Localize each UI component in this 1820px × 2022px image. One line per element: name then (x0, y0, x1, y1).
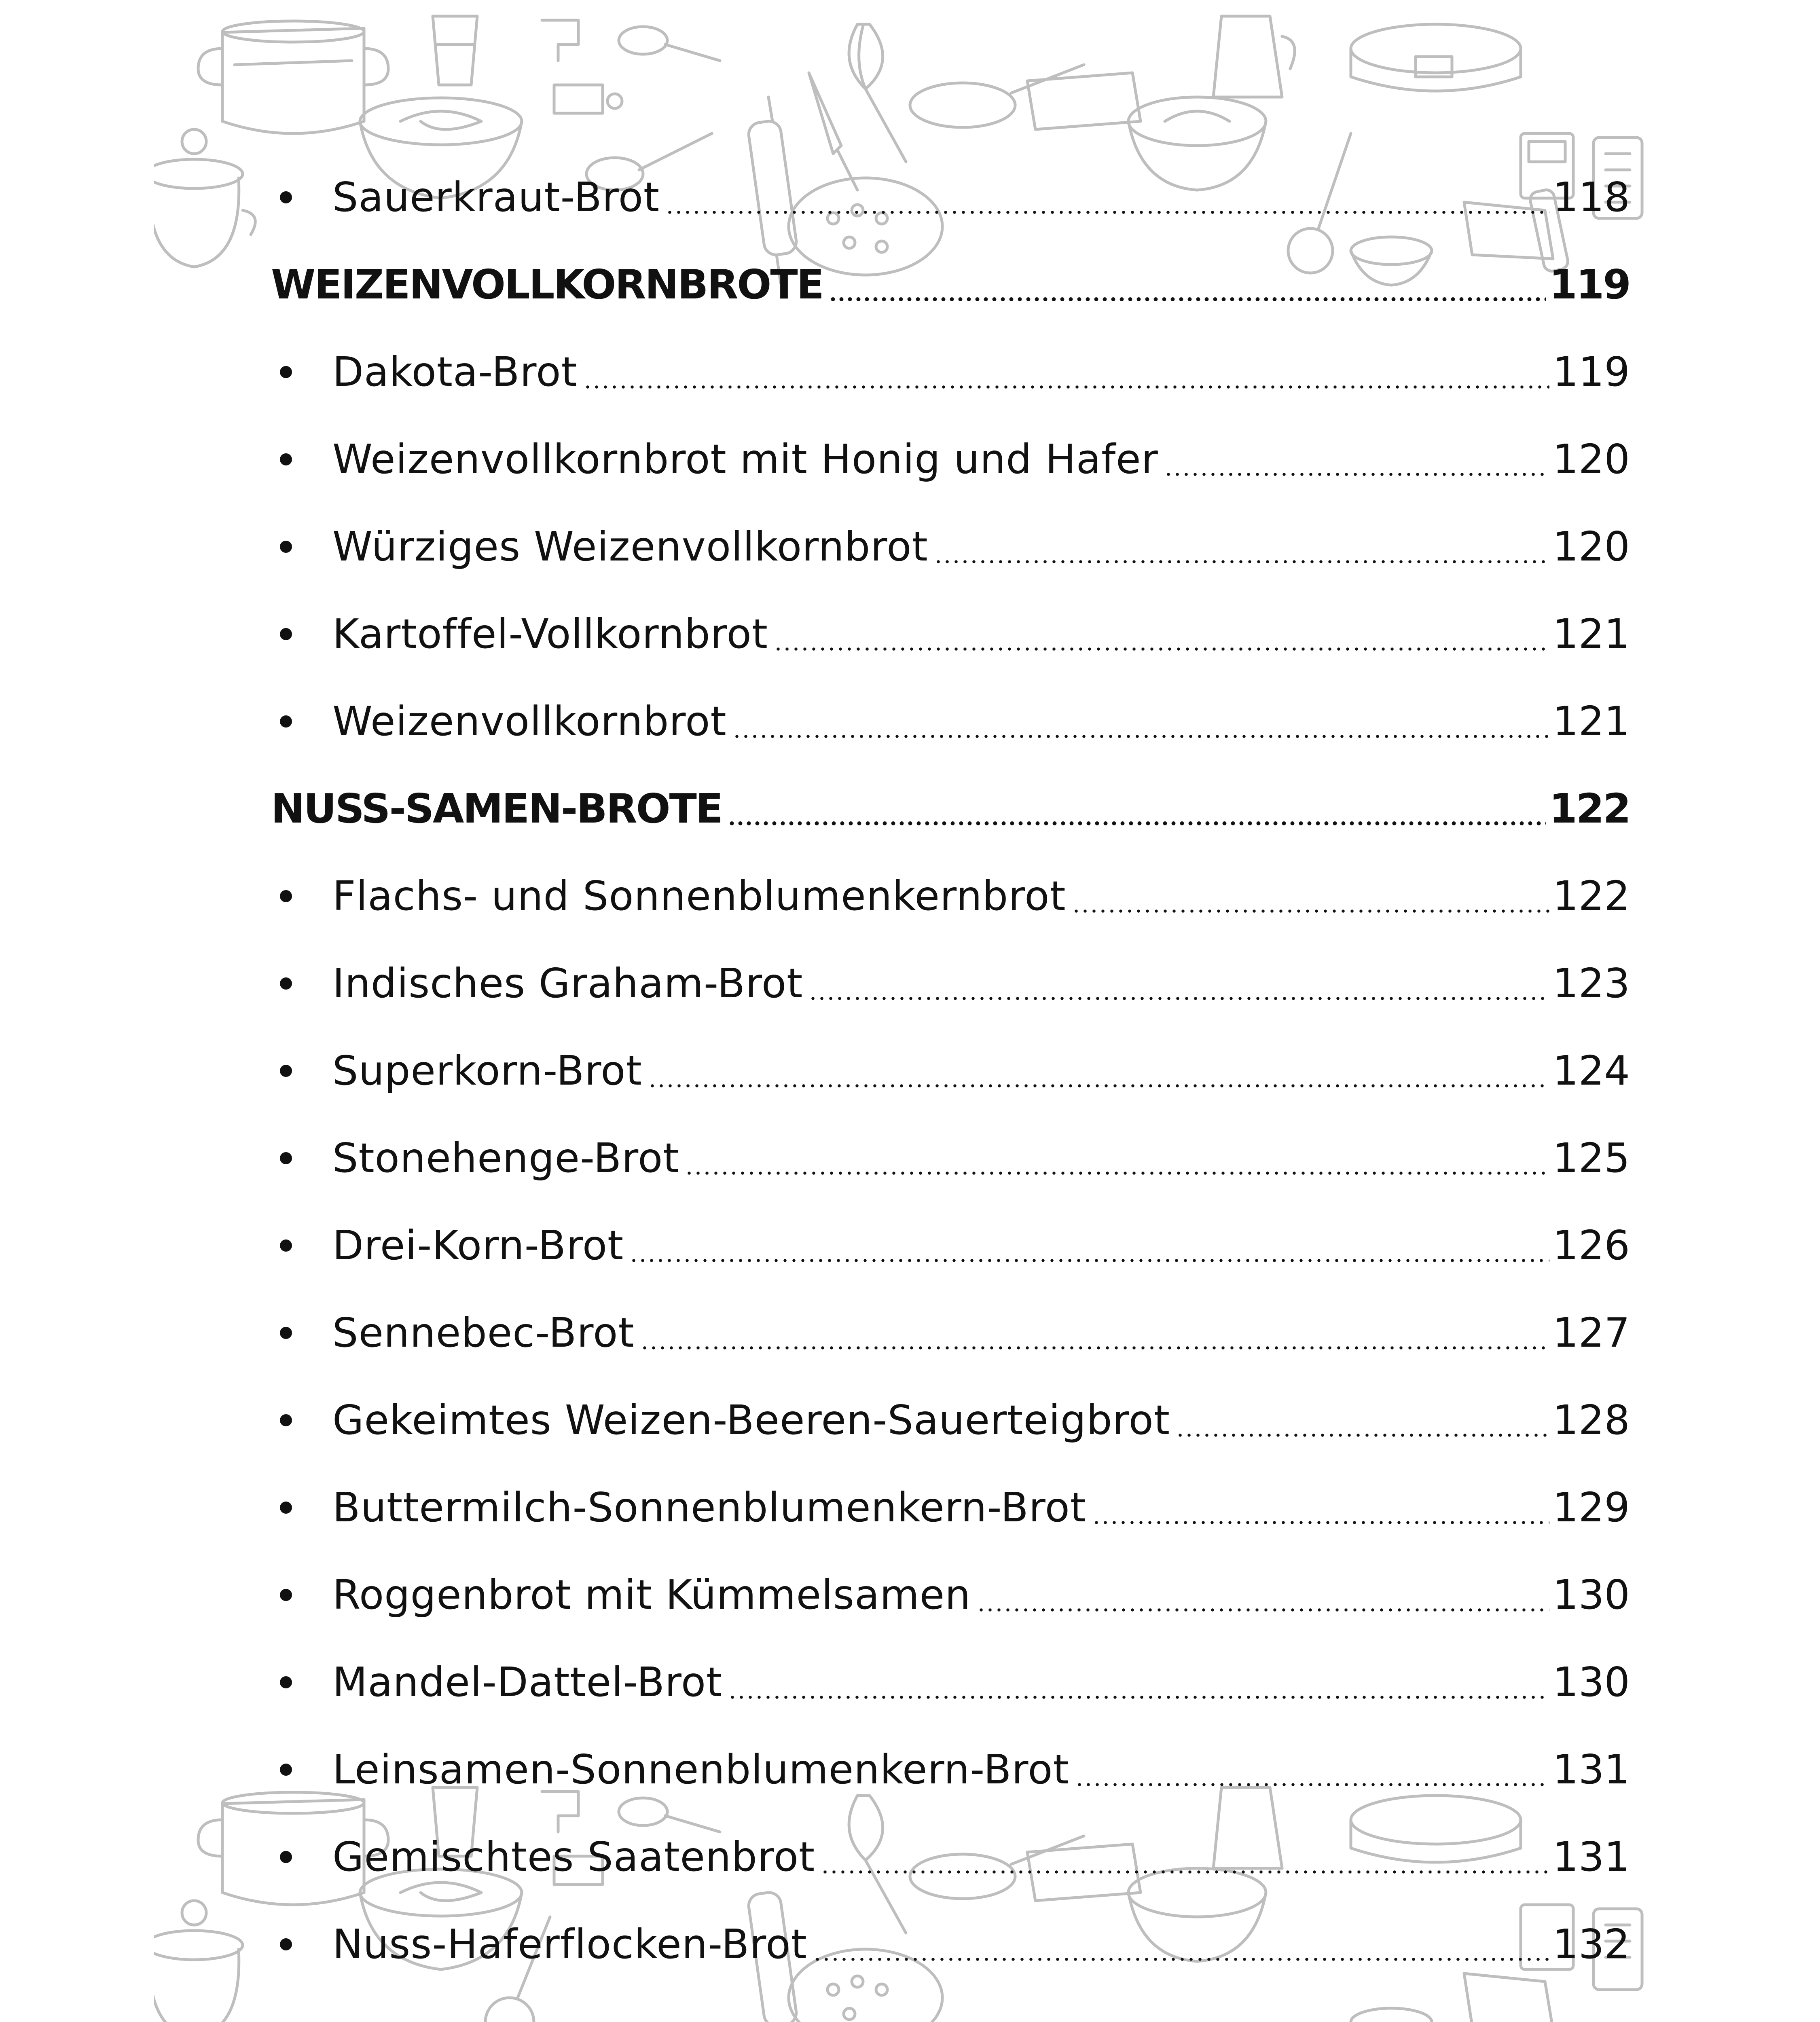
bullet-icon (271, 1851, 332, 1863)
toc-entry-title: NUSS-SAMEN-BROTE (271, 785, 722, 832)
dot-leader (1075, 1749, 1553, 1790)
toc-page-number: 131 (1553, 1833, 1630, 1880)
meat-grinder-icon (542, 20, 622, 113)
toc-page-number: 129 (1553, 1484, 1630, 1531)
toc-page-number: 124 (1553, 1047, 1630, 1094)
dot-leader (583, 352, 1553, 392)
dot-leader (977, 1575, 1553, 1615)
bullet-icon (271, 1414, 332, 1426)
small-bowl-icon (1351, 2008, 1432, 2022)
dot-leader (728, 789, 1549, 829)
frying-pan-icon (910, 65, 1084, 127)
toc-entry[interactable] (271, 940, 1630, 1027)
dot-leader (808, 963, 1553, 1004)
toc-page-number: 125 (1553, 1134, 1630, 1182)
toc-entry-title: Leinsamen-Sonnenblumenkern-Brot (332, 1746, 1069, 1793)
toc-entry[interactable] (271, 503, 1630, 590)
toc-page-number: 122 (1553, 872, 1630, 920)
lidded-pot-icon (154, 1901, 243, 2022)
bullet-icon (271, 890, 332, 902)
dot-leader (934, 527, 1553, 567)
toc-section-heading[interactable] (271, 241, 1630, 328)
toc-entry[interactable] (271, 590, 1630, 678)
toc-entry[interactable] (271, 678, 1630, 765)
dot-leader (732, 701, 1553, 742)
bullet-icon (271, 1152, 332, 1164)
bullet-icon (271, 1327, 332, 1339)
bullet-icon (271, 1589, 332, 1601)
dot-leader (1176, 1400, 1553, 1440)
whisk-icon (849, 24, 906, 162)
toc-entry-title: Sauerkraut-Brot (332, 173, 660, 221)
toc-page-number: 126 (1553, 1222, 1630, 1269)
toc-entry[interactable] (271, 1115, 1630, 1202)
dot-leader (685, 1138, 1553, 1178)
toc-entry-title: Würziges Weizenvollkornbrot (332, 523, 928, 570)
bullet-icon (271, 628, 332, 640)
toc-entry-title: Gekeimtes Weizen-Beeren-Sauerteigbrot (332, 1396, 1170, 1444)
toc-entry[interactable] (271, 1202, 1630, 1289)
bullet-icon (271, 191, 332, 203)
toc-page-number: 132 (1553, 1920, 1630, 1968)
dot-leader (821, 1837, 1553, 1877)
toc-entry-title: Flachs- und Sonnenblumenkernbrot (332, 872, 1066, 920)
bullet-icon (271, 1676, 332, 1688)
toc-page-number: 130 (1553, 1571, 1630, 1618)
toc-entry-title: Kartoffel-Vollkornbrot (332, 610, 768, 658)
bullet-icon (271, 1239, 332, 1252)
pitcher-icon (1213, 16, 1295, 97)
dot-leader (1164, 439, 1553, 480)
toc-entry[interactable] (271, 1726, 1630, 1813)
bullet-icon (271, 977, 332, 990)
toc-entry[interactable] (271, 1813, 1630, 1901)
toc-entry[interactable] (271, 416, 1630, 503)
toc-entry-title: Gemischtes Saatenbrot (332, 1833, 815, 1880)
dot-leader (640, 1313, 1553, 1353)
bullet-icon (271, 1502, 332, 1514)
dot-leader (1072, 876, 1553, 916)
dot-leader (813, 1924, 1553, 1965)
toc-entry[interactable] (271, 1289, 1630, 1377)
toc-entry-title: Stonehenge-Brot (332, 1134, 679, 1182)
toc-page-number: 121 (1553, 610, 1630, 658)
toc-page-number: 127 (1553, 1309, 1630, 1356)
glass-icon (433, 16, 477, 85)
toc-entry-title: Buttermilch-Sonnenblumenkern-Brot (332, 1484, 1087, 1531)
dot-leader (629, 1225, 1553, 1266)
lidded-pot-icon (154, 129, 255, 267)
dot-leader (648, 1051, 1553, 1091)
toc-entry[interactable] (271, 852, 1630, 940)
toc-section-heading[interactable] (271, 765, 1630, 852)
toc-entry-title: Drei-Korn-Brot (332, 1222, 624, 1269)
table-of-contents (271, 154, 1630, 1988)
bullet-icon (271, 1065, 332, 1077)
toc-entry-title: Weizenvollkornbrot (332, 698, 727, 745)
toc-page-number: 118 (1553, 173, 1630, 221)
dot-leader (1092, 1487, 1553, 1528)
bullet-icon (271, 541, 332, 553)
toc-entry[interactable] (271, 154, 1630, 241)
toc-entry-title: Roggenbrot mit Kümmelsamen (332, 1571, 971, 1618)
toc-page-number: 123 (1553, 960, 1630, 1007)
toc-page-number: 119 (1549, 261, 1630, 308)
toc-page-number: 122 (1549, 785, 1630, 832)
toc-entry-title: Sennebec-Brot (332, 1309, 635, 1356)
toc-entry[interactable] (271, 328, 1630, 416)
dot-leader (774, 614, 1553, 654)
toc-entry[interactable] (271, 1027, 1630, 1115)
toc-page-number: 120 (1553, 523, 1630, 570)
dot-leader (665, 177, 1553, 218)
toc-entry-title: Indisches Graham-Brot (332, 960, 803, 1007)
dot-leader (728, 1662, 1553, 1703)
toc-entry-title: WEIZENVOLLKORNBROTE (271, 261, 823, 308)
toc-entry[interactable] (271, 1377, 1630, 1464)
cake-pan-icon (1351, 24, 1521, 91)
toc-page-number: 119 (1553, 348, 1630, 396)
bullet-icon (271, 366, 332, 378)
bullet-icon (271, 715, 332, 728)
toc-page-number: 128 (1553, 1396, 1630, 1444)
toc-entry[interactable] (271, 1551, 1630, 1639)
toc-entry-title: Superkorn-Brot (332, 1047, 642, 1094)
bullet-icon (271, 1764, 332, 1776)
toc-entry-title: Mandel-Dattel-Brot (332, 1658, 723, 1706)
cutting-board-icon (1027, 73, 1141, 129)
toc-entry[interactable] (271, 1901, 1630, 1988)
toc-entry[interactable] (271, 1639, 1630, 1726)
dot-leader (829, 264, 1549, 305)
bullet-icon (271, 1938, 332, 1950)
toc-entry-title: Weizenvollkornbrot mit Honig und Hafer (332, 436, 1158, 483)
toc-page-number: 131 (1553, 1746, 1630, 1793)
toc-entry[interactable] (271, 1464, 1630, 1551)
bullet-icon (271, 453, 332, 465)
toc-entry-title: Nuss-Haferflocken-Brot (332, 1920, 807, 1968)
cooking-pot-icon (198, 21, 388, 133)
toc-page-number: 121 (1553, 698, 1630, 745)
toc-page-number: 130 (1553, 1658, 1630, 1706)
spoon-icon (619, 27, 720, 61)
toc-entry-title: Dakota-Brot (332, 348, 578, 396)
toc-page-number: 120 (1553, 436, 1630, 483)
